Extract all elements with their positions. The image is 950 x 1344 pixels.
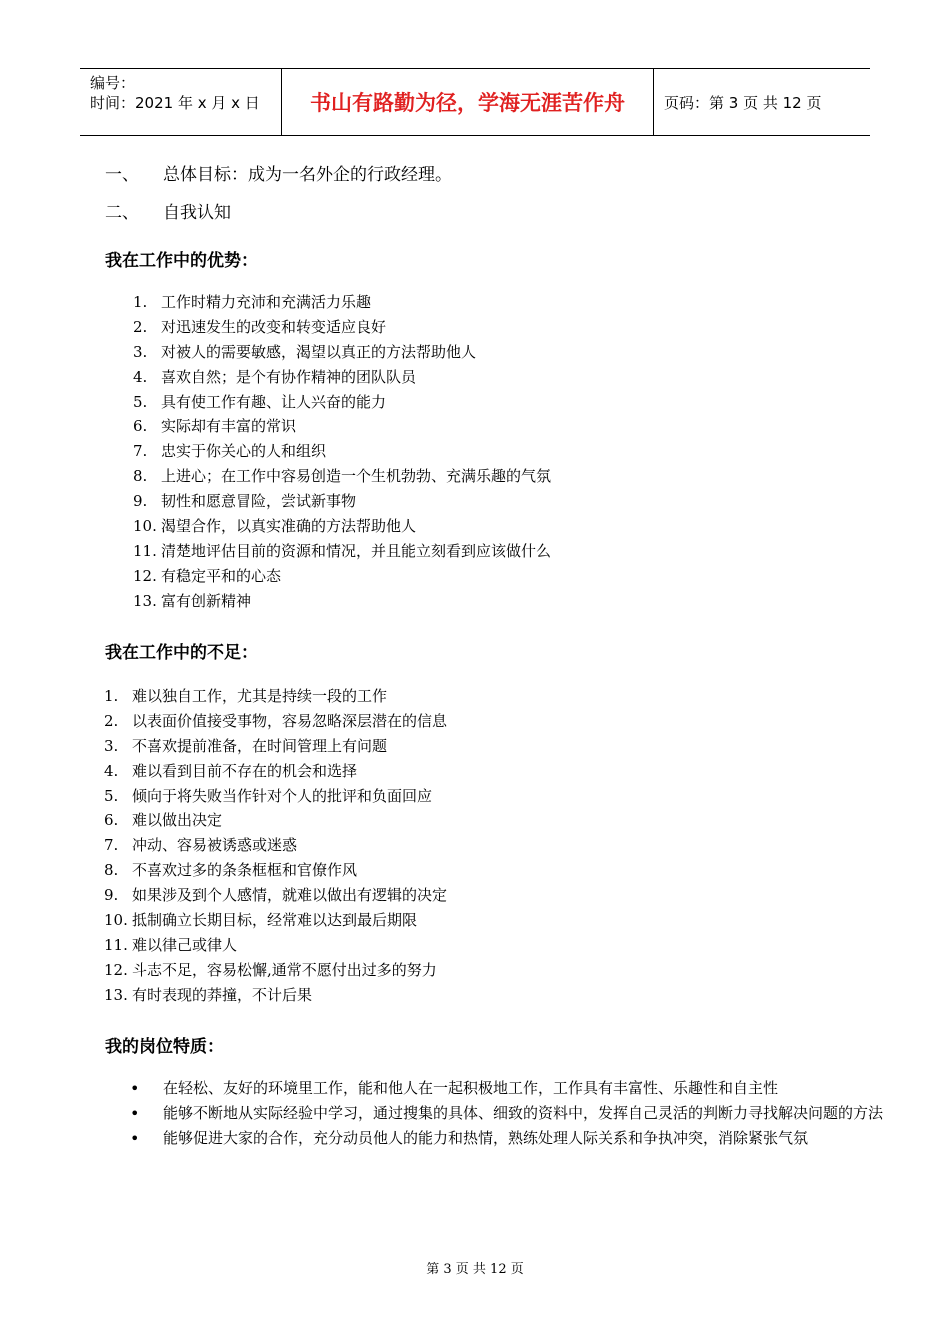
weakness-item	[104, 908, 447, 933]
weakness-item	[104, 833, 447, 858]
weakness-item	[104, 983, 447, 1008]
strength-item	[133, 539, 551, 564]
weakness-item	[104, 734, 447, 759]
item-number: 4.	[133, 367, 148, 386]
trait-text: 能够促进大家的合作，充分动员他人的能力和热情，熟练处理人际关系和争执冲突，消除紧张气氛	[163, 1129, 809, 1147]
item-number: 12.	[104, 960, 128, 979]
item-text: 有稳定平和的心态	[161, 566, 282, 585]
bullet-icon: •	[130, 1079, 140, 1098]
item-text: 上进心；在工作中容易创造一个生机勃勃、充满乐趣的气氛	[161, 467, 552, 486]
item-number: 7.	[104, 836, 119, 855]
item-number: 10.	[133, 517, 157, 536]
section-self-awareness	[105, 198, 231, 223]
item-text: 工作时精力充沛和充满活力乐趣	[161, 293, 372, 311]
item-number: 5.	[104, 786, 119, 805]
section-number: 一、	[105, 165, 139, 185]
page-footer: 第 3 页 共 12 页	[426, 1262, 524, 1277]
trait-item	[130, 1101, 890, 1126]
strength-item	[133, 414, 551, 439]
item-text: 清楚地评估目前的资源和情况，并且能立刻看到应该做什么	[161, 541, 552, 560]
item-number: 4.	[104, 761, 119, 780]
item-text: 韧性和愿意冒险，尝试新事物	[161, 492, 357, 511]
trait-item	[130, 1126, 890, 1151]
item-text: 抵制确立长期目标，经常难以达到最后期限	[132, 911, 418, 930]
strength-item	[133, 365, 551, 390]
item-number: 2.	[133, 317, 148, 336]
item-number: 3.	[104, 736, 119, 755]
trait-text: 能够不断地从实际经验中学习，通过搜集的具体、细致的资料中，发挥自己灵活的判断力寻找解决问题的方法	[163, 1104, 884, 1122]
item-number: 11.	[133, 541, 157, 560]
item-text: 难以看到目前不存在的机会和选择	[132, 761, 358, 780]
strength-item	[133, 489, 551, 514]
item-text: 不喜欢过多的条条框框和官僚作风	[132, 861, 358, 880]
item-text: 难以独自工作，尤其是持续一段的工作	[132, 687, 388, 705]
item-text: 对被人的需要敏感，渴望以真正的方法帮助他人	[161, 342, 477, 361]
strength-item	[133, 514, 551, 539]
traits-heading: 我的岗位特质：	[105, 1037, 224, 1057]
item-text: 不喜欢提前准备，在时间管理上有问题	[132, 736, 388, 755]
item-number: 8.	[133, 467, 148, 486]
weakness-item	[104, 933, 447, 958]
item-text: 如果涉及到个人感情，就难以做出有逻辑的决定	[132, 886, 448, 905]
item-text: 斗志不足，容易松懈,通常不愿付出过多的努力	[132, 960, 437, 979]
strength-item	[133, 439, 551, 464]
item-number: 9.	[104, 886, 119, 905]
item-number: 6.	[133, 417, 148, 436]
item-text: 富有创新精神	[161, 591, 252, 610]
weaknesses-heading: 我在工作中的不足：	[105, 643, 258, 663]
item-text: 以表面价值接受事物，容易忽略深层潜在的信息	[132, 711, 448, 730]
strengths-heading: 我在工作中的优势：	[105, 251, 258, 271]
item-text: 忠实于你关心的人和组织	[161, 442, 327, 461]
item-text: 实际却有丰富的常识	[161, 417, 297, 436]
strength-item	[133, 290, 551, 315]
weakness-item	[104, 858, 447, 883]
item-number: 13.	[104, 985, 128, 1004]
item-number: 3.	[133, 342, 148, 361]
header-motto-cell	[282, 69, 654, 135]
item-number: 1.	[133, 293, 148, 311]
trait-item	[130, 1076, 890, 1101]
item-text: 对迅速发生的改变和转变适应良好	[161, 317, 387, 336]
section-text: 总体目标：成为一名外企的行政经理。	[163, 165, 452, 185]
header-page-info: 页码：第 3 页 共 12 页	[664, 93, 822, 112]
section-number: 二、	[105, 203, 139, 223]
bullet-icon: •	[130, 1104, 140, 1123]
section-text: 自我认知	[163, 203, 231, 223]
item-text: 倾向于将失败当作针对个人的批评和负面回应	[132, 786, 433, 805]
document-date: 时间：2021 年 x 月 x 日	[90, 94, 260, 112]
item-number: 6.	[104, 811, 119, 830]
strengths-list	[133, 290, 551, 614]
item-text: 难以做出决定	[132, 811, 223, 830]
weakness-item	[104, 883, 447, 908]
item-number: 10.	[104, 911, 128, 930]
strength-item	[133, 589, 551, 614]
item-number: 11.	[104, 935, 128, 954]
strength-item	[133, 340, 551, 365]
item-number: 12.	[133, 566, 157, 585]
weakness-item	[104, 784, 447, 809]
item-number: 1.	[104, 687, 119, 705]
weakness-item	[104, 808, 447, 833]
item-text: 渴望合作，以真实准确的方法帮助他人	[161, 517, 417, 536]
strength-item	[133, 315, 551, 340]
trait-text: 在轻松、友好的环境里工作，能和他人在一起积极地工作，工作具有丰富性、乐趣性和自主性	[163, 1079, 779, 1097]
item-number: 2.	[104, 711, 119, 730]
weakness-item	[104, 684, 447, 709]
item-number: 9.	[133, 492, 148, 511]
item-text: 喜欢自然；是个有协作精神的团队队员	[161, 367, 417, 386]
item-number: 7.	[133, 442, 148, 461]
weaknesses-list	[104, 684, 447, 1008]
item-number: 13.	[133, 591, 157, 610]
item-text: 具有使工作有趣、让人兴奋的能力	[161, 392, 387, 411]
traits-list	[130, 1076, 890, 1151]
item-number: 8.	[104, 861, 119, 880]
item-text: 冲动、容易被诱惑或迷惑	[132, 836, 298, 855]
weakness-item	[104, 958, 447, 983]
item-text: 难以律己或律人	[132, 935, 238, 954]
section-goal	[105, 160, 452, 185]
item-number: 5.	[133, 392, 148, 411]
page-header	[80, 68, 870, 136]
weakness-item	[104, 759, 447, 784]
strength-item	[133, 564, 551, 589]
document-number-label: 编号：	[90, 74, 136, 92]
item-text: 有时表现的莽撞，不计后果	[132, 985, 313, 1004]
strength-item	[133, 464, 551, 489]
weakness-item	[104, 709, 447, 734]
bullet-icon: •	[130, 1129, 140, 1148]
header-meta	[80, 69, 282, 135]
header-motto: 书山有路勤为径，学海无涯苦作舟	[310, 90, 625, 115]
strength-item	[133, 390, 551, 415]
